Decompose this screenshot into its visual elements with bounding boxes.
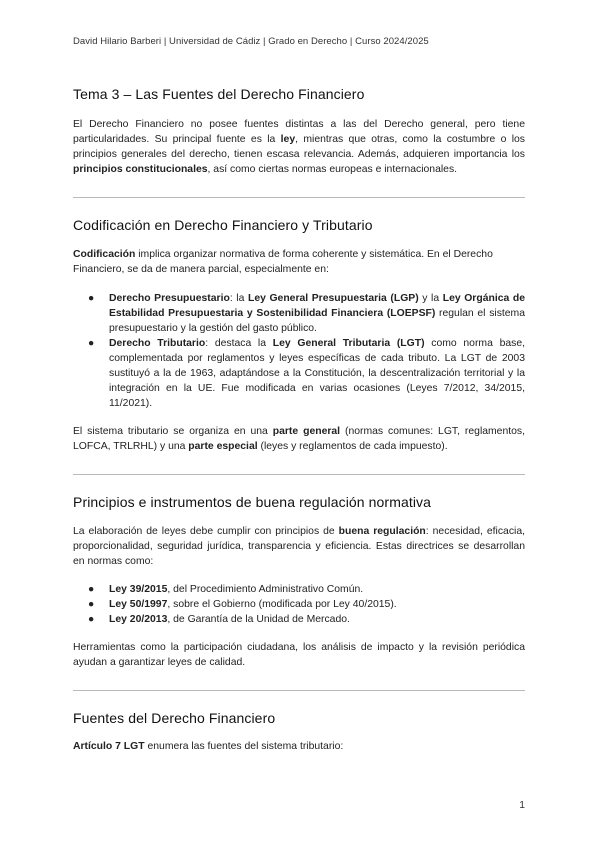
section2-paragraph-2 [73,424,525,454]
section4-paragraph-1 [73,739,525,754]
text-run: regulan el sistema presupuestario y la gestión del gasto público. [109,308,525,334]
section-divider [73,197,525,198]
bold-run: Ley General Tributaria (LGT) [272,338,425,349]
list-item [88,612,525,627]
text-run: , del Procedimiento Administrativo Común. [167,584,364,595]
bold-run: principios constitucionales [73,164,208,175]
bold-run: Artículo 7 LGT [73,741,145,752]
bold-run: Ley 50/1997 [109,599,168,610]
list-item [88,291,525,336]
text-run: (normas comunes: LGT, reglamentos, LOFCA, TRLRHL) y una [73,426,525,452]
text-run: : necesidad, eficacia, proporcionalidad, seguridad jurídica, transparencia y eficiencia. Estas directrices se desarrollan en normas como: [73,526,525,567]
bold-run: parte general [272,426,341,437]
bold-run: Ley 20/2013 [109,614,168,625]
bold-run: Codificación [73,249,136,260]
page-header: David Hilario Barberi | Universidad de Cádiz | Grado en Derecho | Curso 2024/2025 [73,36,429,47]
text-run: enumera las fuentes del sistema tributario: [144,741,344,752]
text-run: y la [418,293,443,304]
bullet-icon: ● [88,599,95,610]
bold-run: Ley General Presupuestaria (LGP) [247,293,419,304]
page-number: 1 [519,800,525,811]
text-run: El Derecho Financiero no posee fuentes distintas a las del Derecho general, pero tiene particularidades. Su principal fuente es la [73,119,525,145]
text-run: , así como ciertas normas europeas e internacionales. [207,164,458,175]
list-item [88,336,525,411]
document-body [73,84,525,754]
bullet-icon: ● [88,614,95,625]
text-run: (leyes y reglamentos de cada impuesto). [257,441,448,452]
section-title-codificacion: Codificación en Derecho Financiero y Tributario [73,217,373,233]
section-title-fuentes: Fuentes del Derecho Financiero [73,710,276,726]
bold-run: buena regulación [338,526,426,537]
text-run: El sistema tributario se organiza en una [73,426,273,437]
text-run: : la [229,293,248,304]
bold-run: parte especial [188,441,258,452]
section2-bullet-list [73,291,525,411]
bold-run: Derecho Tributario [109,338,206,349]
bullet-icon: ● [88,584,95,595]
section2-paragraph-1 [73,247,525,277]
section1-paragraph [73,117,525,177]
section-divider [73,474,525,475]
bold-run: Ley 39/2015 [109,584,168,595]
bold-run: Ley Orgánica de Estabilidad Presupuestaria y Sostenibilidad Financiera (LOEPSF) [109,293,525,319]
text-run: implica organizar normativa de forma coherente y sistemática. En el Derecho Financiero, se da de manera parcial, especialmente en: [73,249,493,275]
bullet-icon: ● [88,293,95,304]
section3-bullet-list [73,582,525,627]
text-run: , mientras que otras, como la costumbre o los principios generales del derecho, tienen escasa relevancia. Además, adquieren importancia los [73,134,525,160]
bullet-icon: ● [88,338,95,349]
text-run: , de Garantía de la Unidad de Mercado. [167,614,350,625]
list-item [88,597,525,612]
section-divider [73,690,525,691]
section3-paragraph-1 [73,524,525,569]
bold-run: ley [280,134,296,145]
text-run: como norma base, complementada por reglamentos y leyes específicas de cada tributo. La LGT de 2003 sustituyó a la de 1963, adaptándose a la Constitución, la descentralización territorial y la integración en la UE. Fue modificada en varias ocasiones (Leyes 7/2012, 34/2015, 11/2021). [109,338,525,409]
text-run: La elaboración de leyes debe cumplir con principios de [73,526,339,537]
section-title-buena-regulacion: Principios e instrumentos de buena regulación normativa [73,494,432,510]
section3-paragraph-2: Herramientas como la participación ciudadana, los análisis de impacto y la revisión periódica ayudan a garantizar leyes de calidad. [73,642,525,668]
list-item [88,582,525,597]
text-run: : destaca la [205,338,273,349]
section-title-tema3: Tema 3 – Las Fuentes del Derecho Financiero [73,86,365,102]
text-run: , sobre el Gobierno (modificada por Ley 40/2015). [167,599,397,610]
bold-run: Derecho Presupuestario [109,293,230,304]
